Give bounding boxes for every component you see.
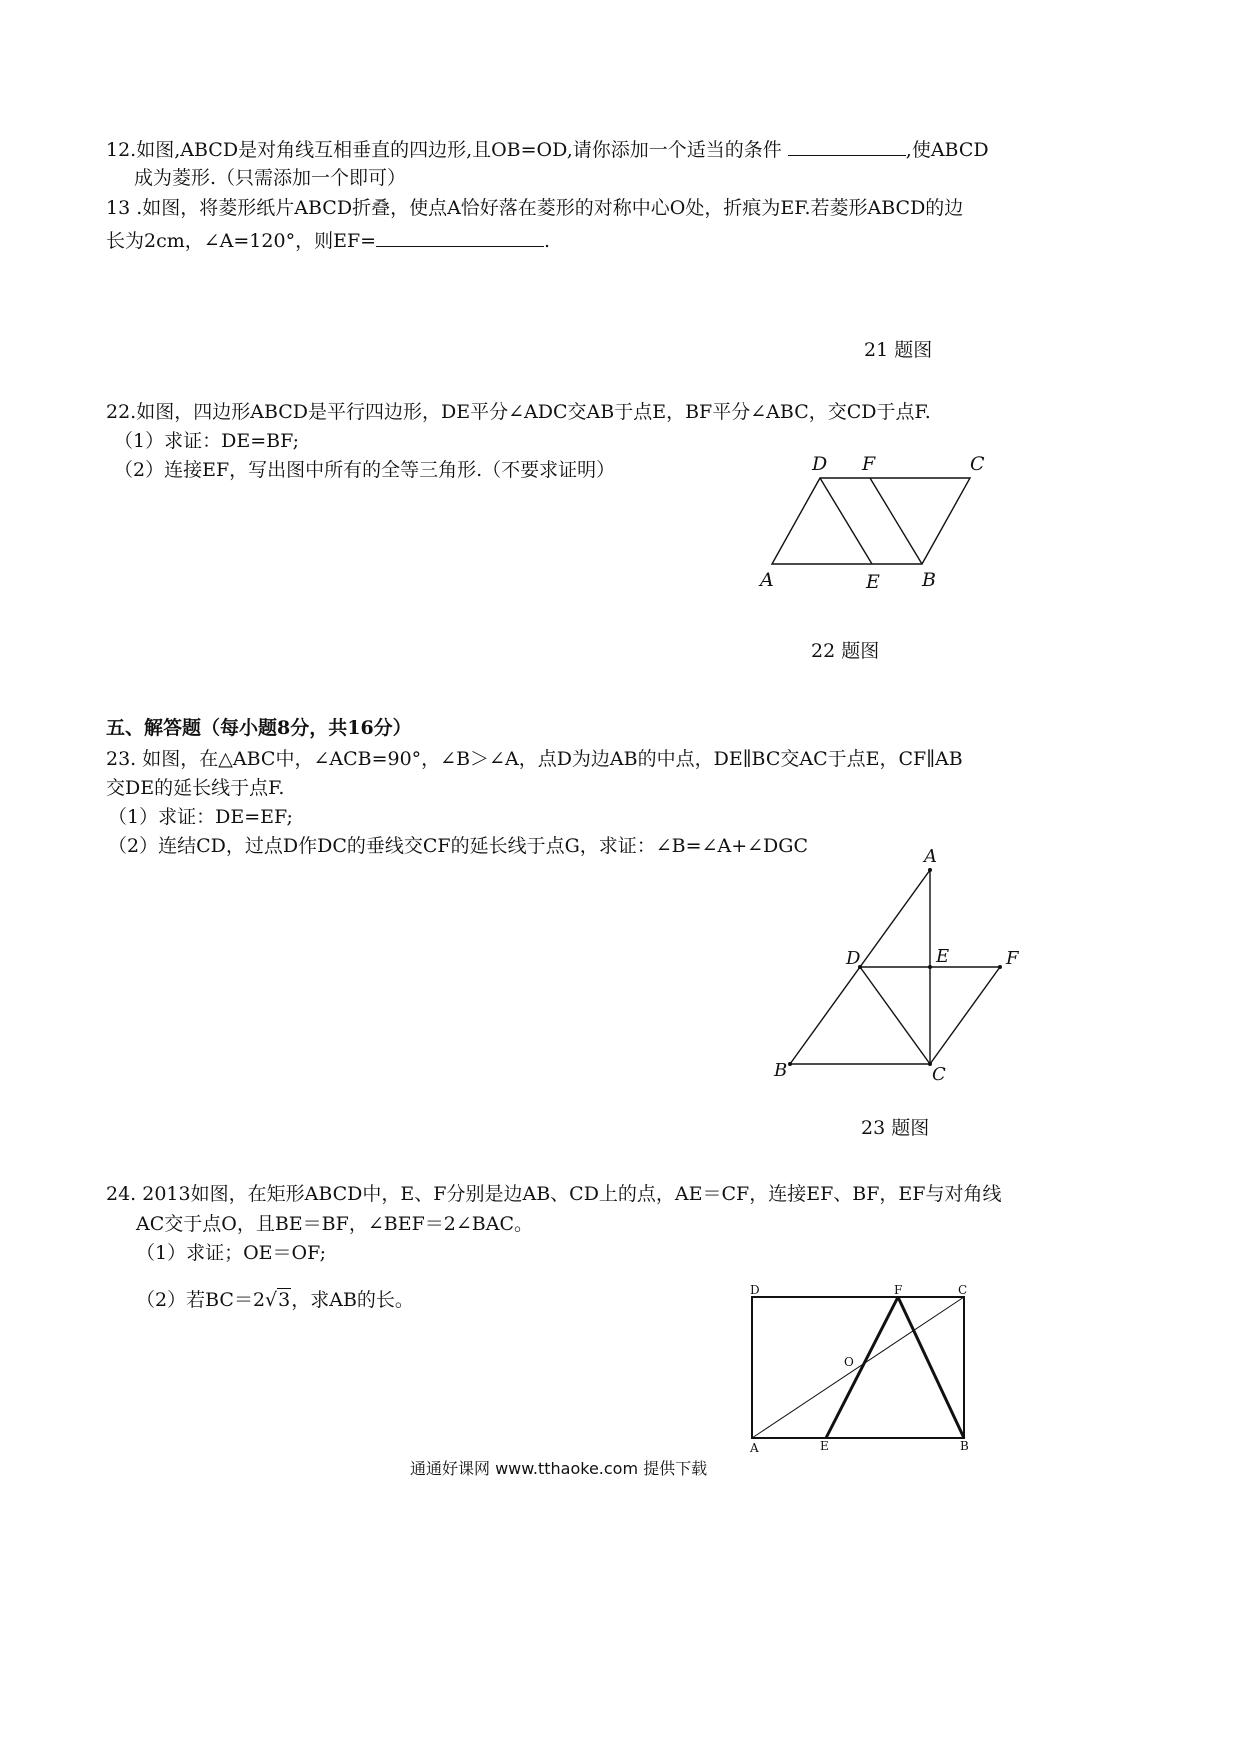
fig23-label-e: E <box>936 946 950 967</box>
q12-text-a: 12.如图,ABCD是对角线互相垂直的四边形,且OB=OD,请你添加一个适当的条件 <box>106 139 782 161</box>
q24-line2: AC交于点O，且BE＝BF，∠BEF＝2∠BAC。 <box>136 1213 533 1235</box>
q23-line1: 23. 如图，在△ABC中，∠ACB=90°，∠B＞∠A，点D为边AB的中点，DE∥BC交AC于点E，CF∥AB <box>106 748 963 770</box>
q24-coefficient: 2 <box>252 1289 266 1311</box>
q24-line1: 24. 2013如图，在矩形ABCD中，E、F分别是边AB、CD上的点，AE＝CF，连接EF、BF，EF与对角线 <box>106 1183 1002 1205</box>
q13-line2 <box>106 228 550 253</box>
q24-part1: （1）求证；OE＝OF; <box>136 1242 327 1264</box>
fig24-label-a: A <box>750 1441 759 1455</box>
fig22-abcd <box>772 478 970 564</box>
q12-answer-blank[interactable] <box>788 137 906 156</box>
fig23-mask <box>920 840 1040 858</box>
q24-radicand: 3 <box>278 1289 291 1311</box>
fig24-label-o: O <box>844 1355 854 1369</box>
fig23-triangle <box>760 840 1040 1100</box>
q12-line1 <box>106 137 989 162</box>
q13-line1: 13 .如图，将菱形纸片ABCD折叠，使点A恰好落在菱形的对称中心O处，折痕为EF.若菱形ABCD的边 <box>106 197 964 219</box>
footer-credit: 通通好课网 www.tthaoke.com 提供下载 <box>410 1459 708 1478</box>
fig23-label-a: A <box>924 846 937 867</box>
fig22-caption: 22 题图 <box>811 640 880 662</box>
sqrt-symbol: √ <box>265 1289 278 1311</box>
fig24-segment-ef <box>826 1297 898 1438</box>
q23-part1: （1）求证：DE=EF; <box>108 806 293 828</box>
fig24-label-b: B <box>960 1439 969 1453</box>
q24-part2-text-a: （2）若BC＝ <box>136 1289 253 1311</box>
fig24-label-f: F <box>894 1283 903 1297</box>
q24-part2 <box>136 1288 414 1312</box>
fig23-label-d: D <box>846 948 861 969</box>
fig24-segment-bf <box>898 1297 964 1438</box>
q22-part2: （2）连接EF，写出图中所有的全等三角形.（不要求证明） <box>114 459 616 481</box>
fig23-point-f <box>998 965 1002 969</box>
fig23-segment-dc <box>860 967 930 1064</box>
fig23-label-f: F <box>1006 948 1019 969</box>
fig22-parallelogram <box>750 450 1010 600</box>
fig23-label-b: B <box>774 1060 788 1081</box>
q23-part2: （2）连结CD，过点D作DC的垂线交CF的延长线于点G，求证：∠B=∠A+∠DGC <box>108 835 808 857</box>
q12-text-b: ,使ABCD <box>905 139 989 161</box>
fig22-label-e: E <box>866 571 880 593</box>
q13-text-b: . <box>544 230 551 252</box>
fig24-label-e: E <box>820 1439 829 1453</box>
fig23-point-b <box>788 1062 792 1066</box>
fig23-segment-cf <box>930 967 1000 1064</box>
fig23-label-c: C <box>932 1064 946 1085</box>
fig22-label-d: D <box>812 453 828 475</box>
q24-part2-text-b: ，求AB的长。 <box>291 1289 414 1311</box>
q13-answer-blank[interactable] <box>376 228 544 247</box>
fig24-label-c: C <box>958 1283 968 1297</box>
fig23-caption: 23 题图 <box>861 1117 930 1139</box>
q22-stem: 22.如图，四边形ABCD是平行四边形，DE平分∠ADC交AB于点E，BF平分∠ABC，交CD于点F. <box>106 401 931 423</box>
fig22-label-c: C <box>970 453 985 475</box>
fig22-segment-bf <box>870 478 922 564</box>
fig22-label-f: F <box>862 453 876 475</box>
q23-line2: 交DE的延长线于点F. <box>106 777 285 799</box>
section5-heading: 五、解答题（每小题8分，共16分） <box>106 717 412 739</box>
fig21-caption: 21 题图 <box>864 339 933 361</box>
q22-part1: （1）求证：DE=BF; <box>114 430 299 452</box>
q12-line2: 成为菱形.（只需添加一个即可） <box>134 167 407 189</box>
fig22-label-b: B <box>922 569 936 591</box>
fig22-label-a: A <box>760 569 774 591</box>
fig23-point-e <box>928 965 932 969</box>
fig24-rectangle <box>740 1280 980 1460</box>
fig23-point-a <box>928 868 932 872</box>
fig24-label-d: D <box>750 1283 760 1297</box>
fig22-segment-de <box>820 478 872 564</box>
q13-text-a: 长为2cm，∠A=120°，则EF= <box>106 230 377 252</box>
